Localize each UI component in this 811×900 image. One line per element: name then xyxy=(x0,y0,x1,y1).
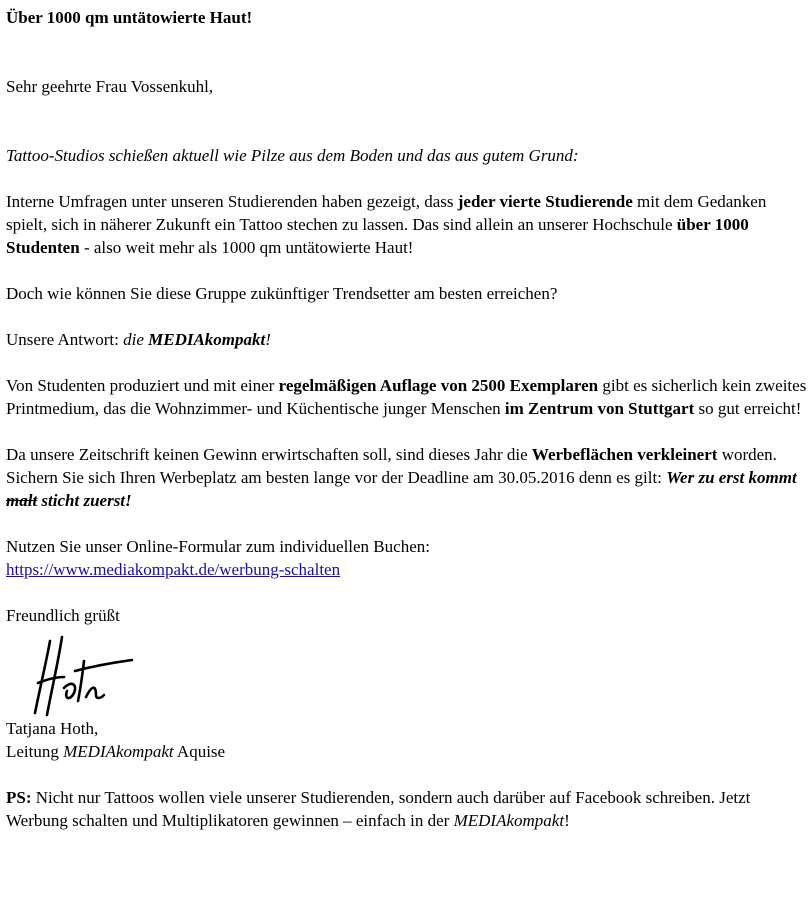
answer-brand: MEDIAkompakt xyxy=(148,330,266,349)
question-paragraph: Doch wie können Sie diese Gruppe zukünftiger Trendsetter am besten erreichen? xyxy=(6,284,558,303)
deadline-highlight: Werbeflächen verkleinert xyxy=(531,445,718,464)
booking-link[interactable]: https://www.mediakompakt.de/werbung-schalten xyxy=(6,560,341,579)
survey-paragraph xyxy=(6,190,811,259)
survey-text-3: - also weit mehr als 1000 qm untätowierte Haut! xyxy=(79,238,414,257)
postscript xyxy=(6,786,811,832)
survey-text-2: mit dem Gedanken spielt, sich in näherer Zukunft ein Tattoo stechen zu lassen. Das sind allein an unserer Hochschule xyxy=(6,192,767,234)
booking-text: Nutzen Sie unser Online-Formular zum individuellen Buchen: xyxy=(6,537,430,556)
ps-text-2: ! xyxy=(564,811,570,830)
circulation-text-2: gibt es sicherlich kein zweites Printmedium, das die Wohnzimmer- und Küchentische junger Menschen xyxy=(6,376,807,418)
motto-part-1: Wer zu erst kommt xyxy=(666,468,797,487)
motto-part-2: sticht zuerst! xyxy=(37,491,132,510)
answer-paragraph xyxy=(6,328,811,351)
circulation-highlight-1: regelmäßigen Auflage von 2500 Exemplaren xyxy=(278,376,599,395)
deadline-text-1: Da unsere Zeitschrift keinen Gewinn erwirtschaften soll, sind dieses Jahr die xyxy=(6,445,532,464)
circulation-text-1: Von Studenten produziert und mit einer xyxy=(6,376,279,395)
deadline-paragraph xyxy=(6,443,811,512)
booking-paragraph xyxy=(6,535,811,581)
salutation: Sehr geehrte Frau Vossenkuhl, xyxy=(6,77,214,96)
ps-text-1: Nicht nur Tattoos wollen viele unserer Studierenden, sondern auch darüber auf Facebook schreiben. Jetzt Werbung schalten und Multiplikatoren gewinnen – einfach in der xyxy=(6,788,751,830)
signature-graphic xyxy=(20,633,150,723)
answer-text: Unsere Antwort: xyxy=(6,330,124,349)
signature-block xyxy=(6,717,811,763)
ps-brand: MEDIAkompakt xyxy=(453,811,565,830)
circulation-highlight-2: im Zentrum von Stuttgart xyxy=(504,399,695,418)
handwritten-signature xyxy=(20,633,150,723)
signer-name: Tatjana Hoth, xyxy=(6,719,99,738)
answer-italic-1: die xyxy=(123,330,149,349)
motto-struck-word: malt xyxy=(6,491,38,510)
survey-highlight-1: jeder vierte Studierende xyxy=(457,192,633,211)
signer-role-text-2: Aquise xyxy=(173,742,226,761)
circulation-paragraph xyxy=(6,374,811,420)
subject-line: Über 1000 qm untätowierte Haut! xyxy=(6,8,253,27)
answer-italic-2: ! xyxy=(265,330,271,349)
ps-label: PS: xyxy=(6,788,32,807)
signer-role-text-1: Leitung xyxy=(6,742,64,761)
intro-paragraph: Tattoo-Studios schießen aktuell wie Pilze aus dem Boden und das aus gutem Grund: xyxy=(6,146,579,165)
survey-highlight-2: über 1000 Studenten xyxy=(6,215,749,257)
deadline-text-2: worden. Sichern Sie sich Ihren Werbeplatz am besten lange vor der Deadline am 30.05.2016 denn es gilt: xyxy=(6,445,777,487)
circulation-text-3: so gut erreicht! xyxy=(694,399,802,418)
closing-line: Freundlich grüßt xyxy=(6,606,120,625)
survey-text-1: Interne Umfragen unter unseren Studierenden haben gezeigt, dass xyxy=(6,192,458,211)
signer-role-brand: MEDIAkompakt xyxy=(63,742,174,761)
